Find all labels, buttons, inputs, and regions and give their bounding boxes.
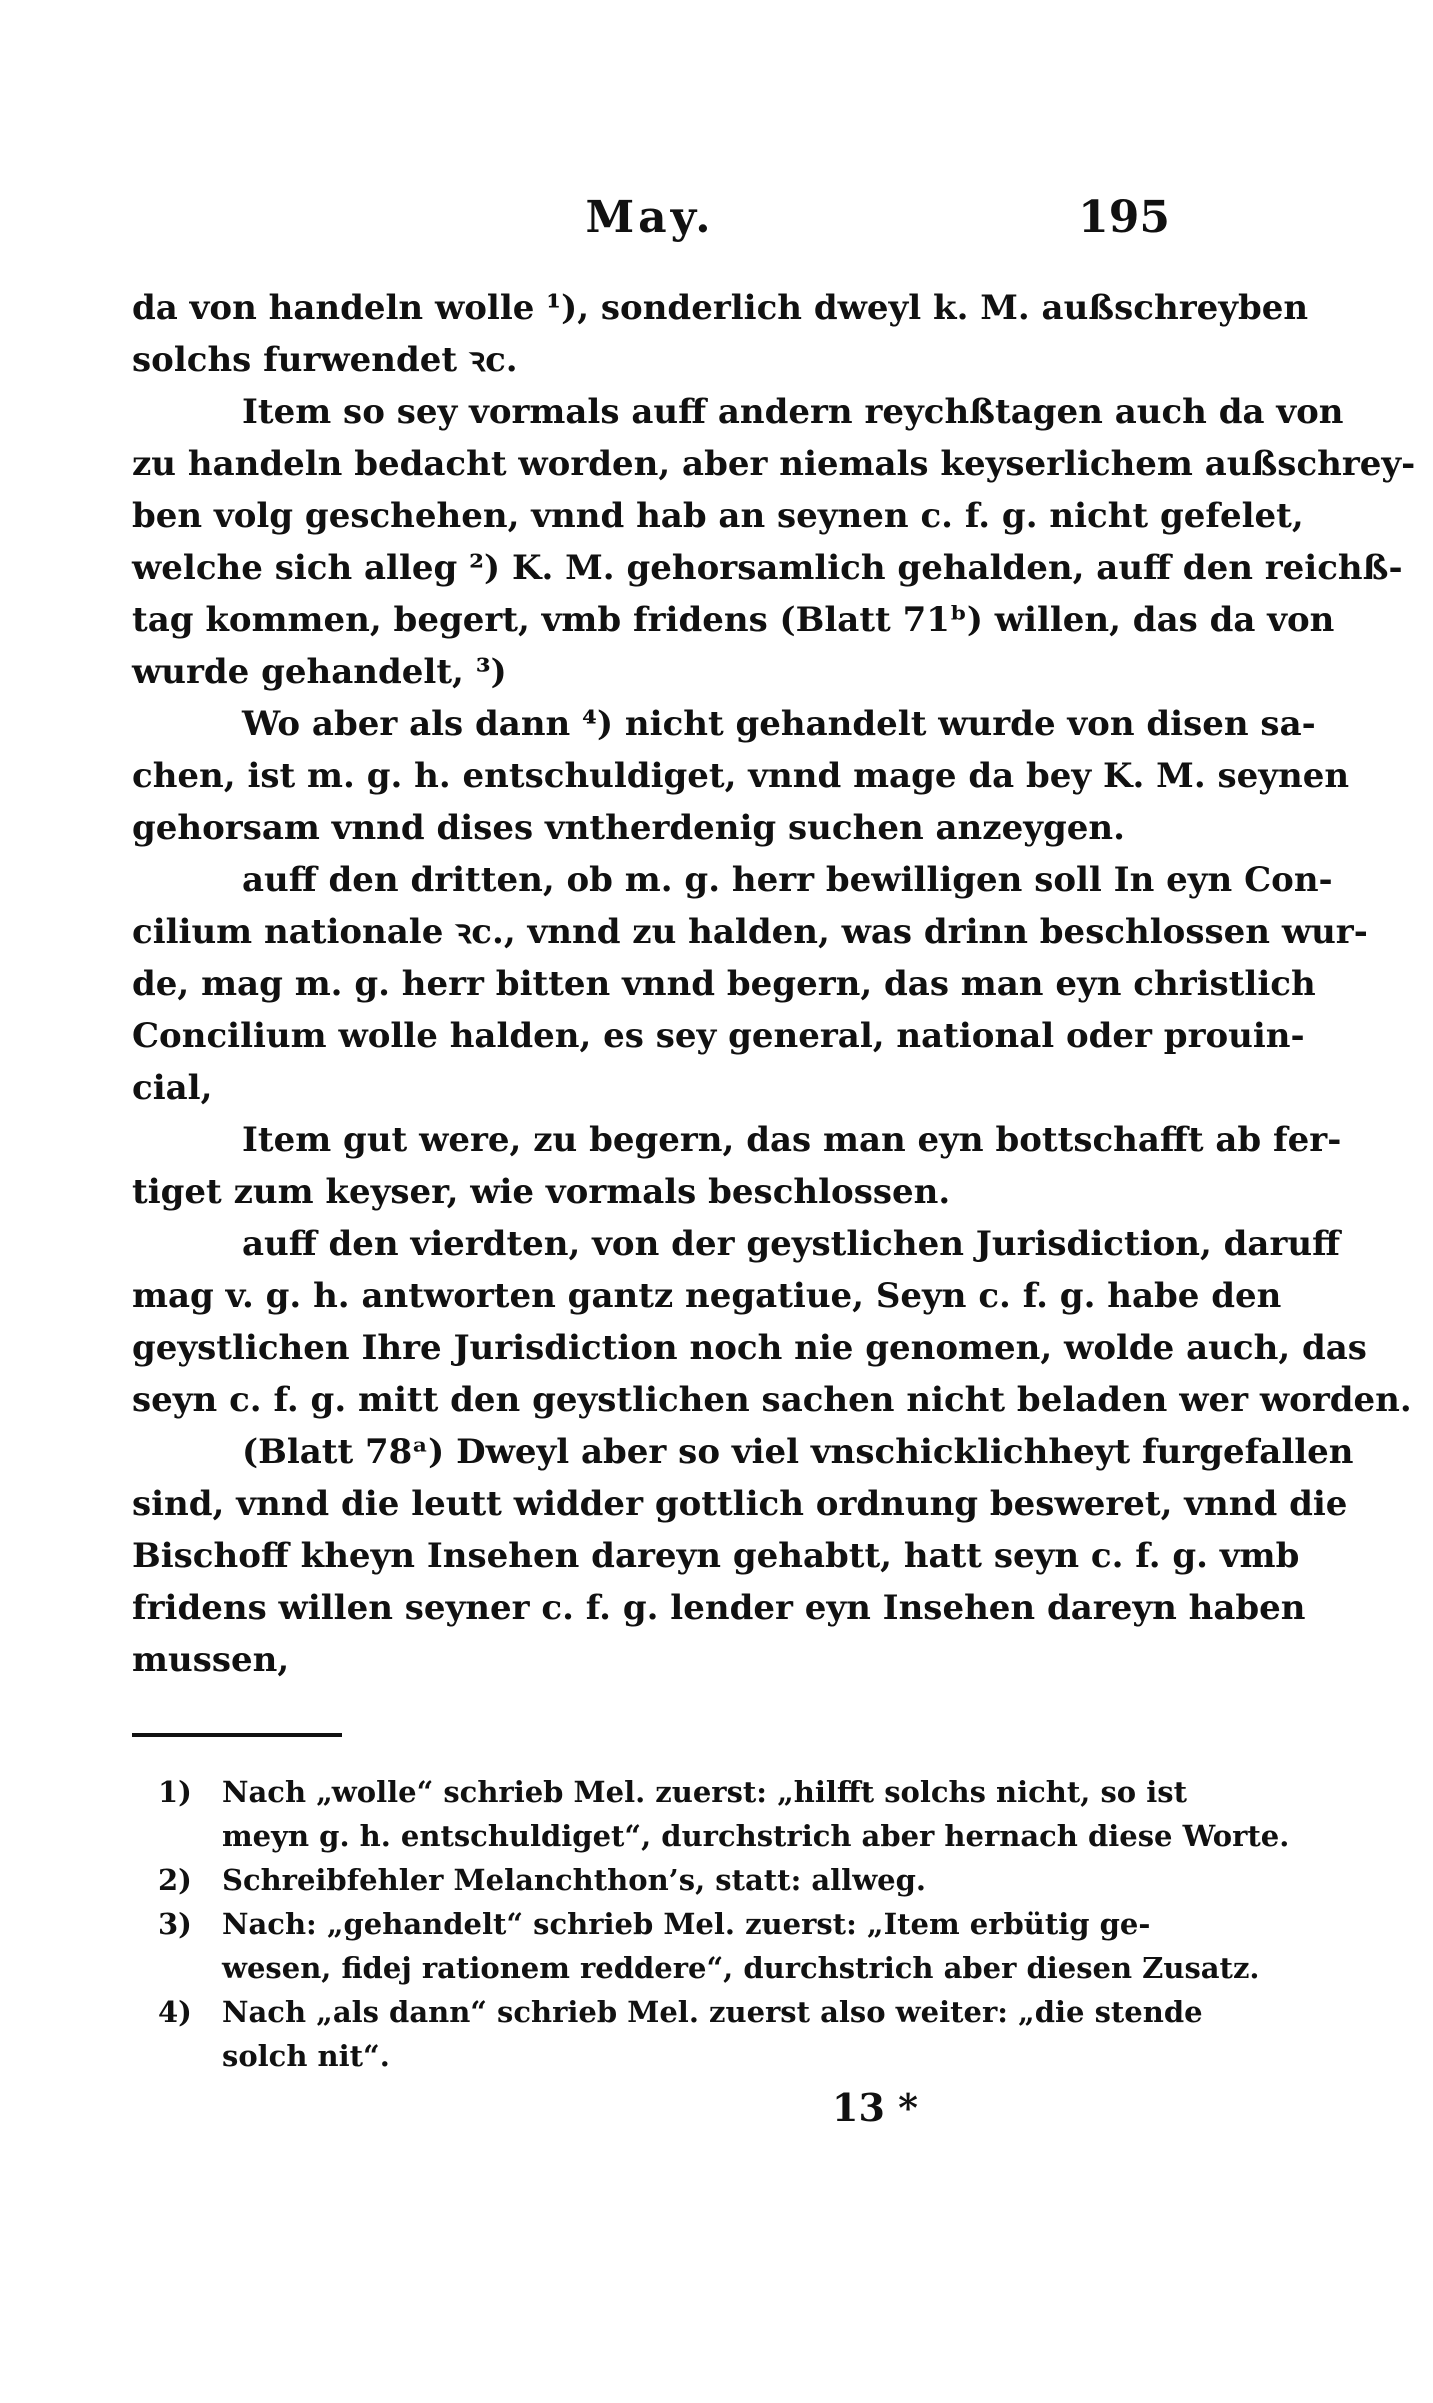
text-line: auff den dritten, ob m. g. herr bewilligen soll In eyn Con- xyxy=(242,860,1333,900)
text-line: gehorsam vnnd dises vntherdenig suchen anzeygen. xyxy=(132,808,1125,848)
text-line: mag v. g. h. antworten gantz negatiue, Seyn c. f. g. habe den xyxy=(132,1276,1282,1316)
text-line: solchs furwendet ꝛc. xyxy=(132,340,518,380)
footnote-text: Nach „wolle“ schrieb Mel. zuerst: „hilfft solchs nicht, so ist xyxy=(222,1775,1187,1809)
running-title: May. xyxy=(585,192,715,243)
text-line: Wo aber als dann ⁴) nicht gehandelt wurde von disen sa- xyxy=(242,704,1316,744)
text-line: zu handeln bedacht worden, aber niemals keyserlichem außschrey- xyxy=(132,444,1416,484)
text-line: da von handeln wolle ¹), sonderlich dweyl k. M. außschreyben xyxy=(132,288,1309,328)
footnote-2 xyxy=(158,1858,1173,1902)
text-line: auff den vierdten, von der geystlichen Jurisdiction, daruff xyxy=(242,1224,1340,1264)
footnote-4-continued: solch nit“. xyxy=(222,2039,390,2073)
text-line: Concilium wolle halden, es sey general, national oder prouin- xyxy=(132,1016,1305,1056)
text-line: ben volg geschehen, vnnd hab an seynen c. f. g. nicht gefelet, xyxy=(132,496,1304,536)
page-header xyxy=(130,192,1170,252)
footnote-3 xyxy=(158,1902,1173,1946)
footnote-1 xyxy=(158,1770,1187,1814)
footnote-3-continued: wesen, fidej rationem reddere“, durchstrich aber diesen Zusatz. xyxy=(222,1951,1260,1985)
footnote-divider xyxy=(132,1733,342,1737)
text-line: wurde gehandelt, ³) xyxy=(132,652,507,692)
text-line: mussen, xyxy=(132,1640,290,1680)
text-line: seyn c. f. g. mitt den geystlichen sachen nicht beladen wer worden. xyxy=(132,1380,1412,1420)
footnote-number: 2) xyxy=(158,1863,192,1897)
footnotes xyxy=(158,1770,1290,2078)
text-line: (Blatt 78ᵃ) Dweyl aber so viel vnschicklichheyt furgefallen xyxy=(242,1432,1354,1472)
text-line: Item so sey vormals auff andern reychßtagen auch da von xyxy=(242,392,1344,432)
page-number: 195 xyxy=(1078,192,1170,243)
text-line: cial, xyxy=(132,1068,213,1108)
text-line: tag kommen, begert, vmb fridens (Blatt 71ᵇ) willen, das da von xyxy=(132,600,1335,640)
text-line: chen, ist m. g. h. entschuldiget, vnnd mage da bey K. M. seynen xyxy=(132,756,1350,796)
footnote-text: Nach „als dann“ schrieb Mel. zuerst also weiter: „die stende xyxy=(222,1995,1203,2029)
footnote-number: 1) xyxy=(158,1775,192,1809)
footnote-4 xyxy=(158,1990,1203,2034)
footnote-text: Nach: „gehandelt“ schrieb Mel. zuerst: „Item erbütig ge- xyxy=(222,1907,1151,1941)
footnote-1-continued: meyn g. h. entschuldiget“, durchstrich aber hernach diese Worte. xyxy=(222,1819,1290,1853)
text-line: de, mag m. g. herr bitten vnnd begern, das man eyn christlich xyxy=(132,964,1316,1004)
text-line: tiget zum keyser, wie vormals beschlossen. xyxy=(132,1172,951,1212)
text-line: geystlichen Ihre Jurisdiction noch nie genomen, wolde auch, das xyxy=(132,1328,1367,1368)
text-line: fridens willen seyner c. f. g. lender eyn Insehen dareyn haben xyxy=(132,1588,1306,1628)
signature-mark: 13 * xyxy=(832,2085,918,2130)
text-line: Item gut were, zu begern, das man eyn bottschafft ab fer- xyxy=(242,1120,1342,1160)
text-line: sind, vnnd die leutt widder gottlich ordnung besweret, vnnd die xyxy=(132,1484,1348,1524)
footnote-text: Schreibfehler Melanchthon’s, statt: allweg. xyxy=(222,1863,926,1897)
text-line: Bischoff kheyn Insehen dareyn gehabtt, hatt seyn c. f. g. vmb xyxy=(132,1536,1300,1576)
text-line: cilium nationale ꝛc., vnnd zu halden, was drinn beschlossen wur- xyxy=(132,912,1368,952)
footnote-number: 3) xyxy=(158,1907,192,1941)
main-text xyxy=(132,282,1416,1686)
text-line: welche sich alleg ²) K. M. gehorsamlich gehalden, auff den reichß- xyxy=(132,548,1403,588)
footnote-number: 4) xyxy=(158,1995,192,2029)
